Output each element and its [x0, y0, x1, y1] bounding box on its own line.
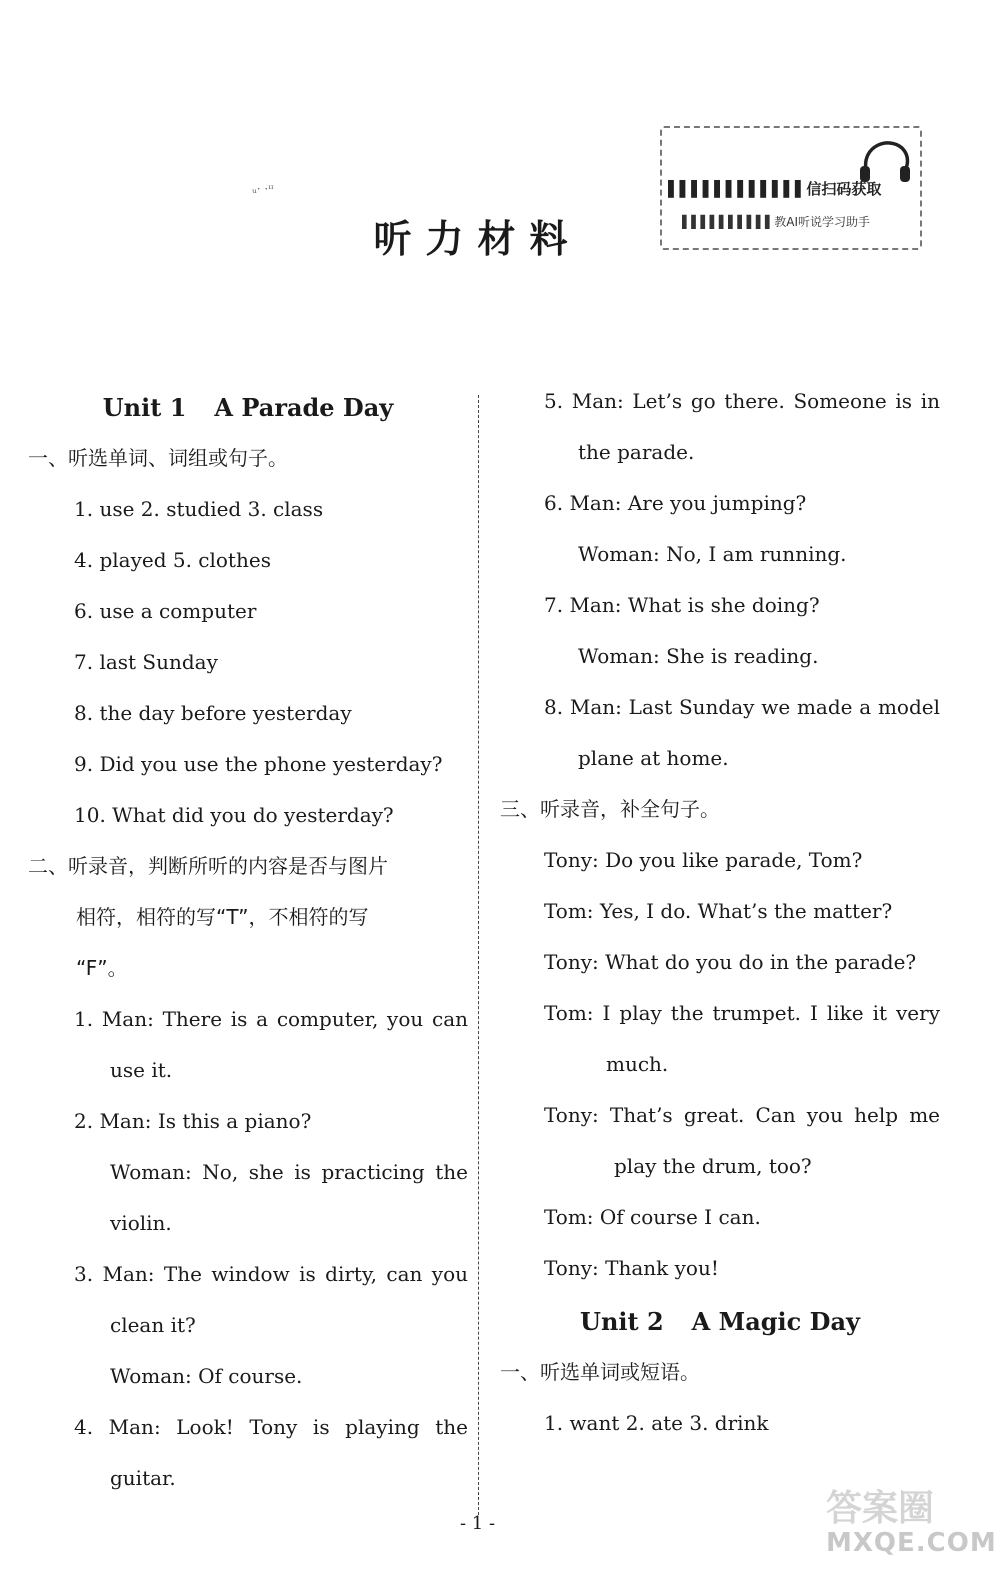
- list-item-continuation: Woman: No, she is practicing the: [110, 1160, 468, 1184]
- section3-header: 三、听录音，补全句子。: [500, 797, 720, 821]
- dialog-line: Tom: Yes, I do. What’s the matter?: [544, 899, 893, 923]
- section2-header-line3: “F”。: [76, 956, 128, 980]
- left-column: [28, 380, 468, 1504]
- page-title: 听力材料: [373, 216, 582, 261]
- list-item: 1. use 2. studied 3. class: [74, 497, 324, 521]
- list-item: 7. last Sunday: [74, 650, 218, 674]
- unit2-number: Unit 2: [580, 1307, 664, 1336]
- unit1-name: A Parade Day: [214, 393, 394, 422]
- unit1-number: Unit 1: [102, 393, 187, 422]
- dialog-line: Tom: I play the trumpet. I like it very: [544, 1001, 940, 1025]
- dialog-line: Tony: What do you do in the parade?: [544, 950, 917, 974]
- list-item-continuation: plane at home.: [578, 746, 729, 770]
- dialog-line: Tom: Of course I can.: [544, 1205, 761, 1229]
- dialog-line: Tony: Thank you!: [544, 1256, 719, 1280]
- list-item-continuation: Woman: She is reading.: [578, 644, 819, 668]
- unit1-heading: [28, 382, 468, 433]
- unit2-heading: [500, 1296, 940, 1347]
- list-item: 1. want 2. ate 3. drink: [544, 1411, 769, 1435]
- list-item: 4. Man: Look! Tony is playing the: [74, 1415, 468, 1439]
- dialog-line-continuation: much.: [606, 1052, 669, 1076]
- list-item-continuation: Woman: Of course.: [110, 1364, 303, 1388]
- watermark-logo: [820, 1478, 997, 1568]
- list-item: 2. Man: Is this a piano?: [74, 1109, 312, 1133]
- list-item: 5. Man: Let’s go there. Someone is in: [544, 389, 940, 413]
- scan-speck: ᵤ· ·ᶦᶦ: [252, 182, 274, 196]
- list-item: 9. Did you use the phone yesterday?: [74, 752, 443, 776]
- list-item: 7. Man: What is she doing?: [544, 593, 820, 617]
- unit2-name: A Magic Day: [691, 1307, 860, 1336]
- list-item-continuation: violin.: [110, 1211, 172, 1235]
- section2-header-line1: 二、听录音，判断所听的内容是否与图片: [28, 854, 388, 878]
- list-item: 6. Man: Are you jumping?: [544, 491, 807, 515]
- list-item: 3. Man: The window is dirty, can you: [74, 1262, 468, 1286]
- dialog-line: Tony: Do you like parade, Tom?: [544, 848, 863, 872]
- watermark-cn: 答案圈: [826, 1488, 935, 1529]
- qr-notice-box: [660, 126, 922, 250]
- page-number: - 1 -: [459, 1513, 496, 1534]
- dialog-line: Tony: That’s great. Can you help me: [544, 1103, 940, 1127]
- list-item-continuation: use it.: [110, 1058, 173, 1082]
- dialog-line-continuation: play the drum, too?: [614, 1154, 812, 1178]
- qr-notice-subtext: ▌▌▌▌▌▌▌▌▌▌教AI听说学习助手: [682, 215, 871, 229]
- list-item: 10. What did you do yesterday?: [74, 803, 394, 827]
- list-item: 4. played 5. clothes: [74, 548, 271, 572]
- column-divider: [478, 395, 479, 1515]
- qr-notice-text: ▌▌▌▌▌▌▌▌▌▌▌▌信扫码获取: [668, 180, 882, 198]
- list-item: 8. Man: Last Sunday we made a model: [544, 695, 940, 719]
- right-column: [500, 376, 940, 1449]
- list-item-continuation: Woman: No, I am running.: [578, 542, 847, 566]
- list-item: 8. the day before yesterday: [74, 701, 352, 725]
- list-item-continuation: guitar.: [110, 1466, 176, 1490]
- list-item-continuation: clean it?: [110, 1313, 196, 1337]
- section2-header-line2: 相符，相符的写“T”，不相符的写: [76, 905, 369, 929]
- watermark-text: MXQE.COM: [826, 1528, 997, 1558]
- section4-header: 一、听选单词或短语。: [500, 1360, 700, 1384]
- section1-header: 一、听选单词、词组或句子。: [28, 446, 288, 470]
- list-item-continuation: the parade.: [578, 440, 695, 464]
- list-item: 6. use a computer: [74, 599, 257, 623]
- list-item: 1. Man: There is a computer, you can: [74, 1007, 468, 1031]
